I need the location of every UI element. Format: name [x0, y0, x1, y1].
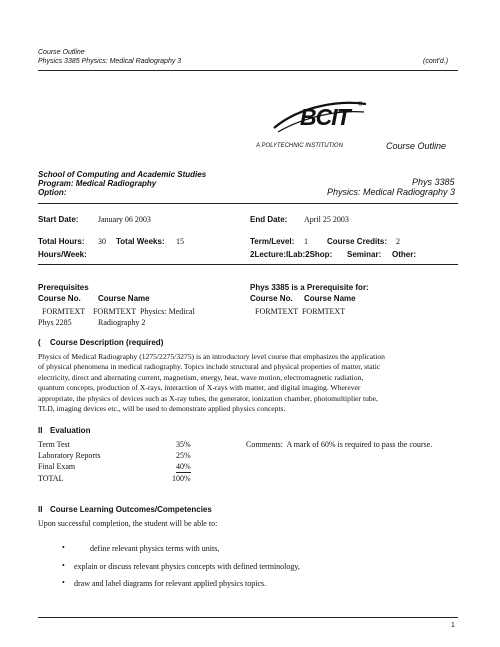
end-date-value: April 25 2003 — [304, 215, 349, 224]
page-number: 1 — [451, 622, 455, 629]
eval-item-value: 25% — [176, 451, 191, 460]
description-heading: Course Description (required) — [50, 338, 164, 347]
total-hours-value: 30 — [98, 237, 106, 246]
prereq-row-1: FORMTEXT FORMTEXT Physics: Medical — [42, 307, 195, 316]
outcome-item: draw and label diagrams for relevant applied physics topics. — [74, 579, 267, 588]
seminar-label: Seminar: — [347, 250, 382, 259]
evaluation-heading-marker: II — [38, 426, 43, 435]
start-date-label: Start Date: — [38, 215, 79, 224]
evaluation-heading: Evaluation — [50, 426, 91, 435]
prereq-col-no: Course No. — [38, 294, 81, 303]
description-line: quantum concepts, production of X-rays, interaction of X-rays with matter, and digital imaging. Wherever — [38, 383, 361, 393]
description-heading-marker: ( — [38, 338, 41, 347]
outcome-item: define relevant physics terms with units, — [90, 544, 220, 553]
evaluation-comment: Comments: A mark of 60% is required to pass the course. — [246, 440, 433, 449]
prereq-row-2-no: Phys 2285 — [38, 318, 72, 327]
term-level-value: 1 — [304, 237, 308, 246]
course-credits-value: 2 — [396, 237, 400, 246]
prereq-col-name: Course Name — [98, 294, 150, 303]
header-rule — [38, 70, 458, 71]
header-course-title: Physics 3385 Physics: Medical Radiography 3 — [38, 58, 182, 65]
course-code: Phys 3385 — [412, 177, 455, 187]
outcomes-heading-marker: II — [38, 505, 43, 514]
term-level-label: Term/Level: — [250, 237, 295, 246]
header-course-outline: Course Outline — [38, 49, 85, 56]
rule-1 — [38, 203, 458, 204]
program-name: Program: Medical Radiography — [38, 179, 157, 188]
prereq-for-row: FORMTEXT FORMTEXT — [255, 307, 346, 316]
prereq-row-2-name: Radiography 2 — [98, 318, 146, 327]
logo-reg: ® — [358, 102, 363, 108]
description-line: Physics of Medical Radiography (1275/2275/3275) is an introductory level course that emphasizes the application — [38, 352, 385, 361]
eval-item-name: Final Exam — [38, 462, 76, 471]
prereq-for-col-name: Course Name — [304, 294, 356, 303]
total-weeks-label: Total Weeks: — [116, 237, 165, 246]
outcomes-heading: Course Learning Outcomes/Competencies — [50, 505, 212, 514]
total-weeks-value: 15 — [176, 237, 184, 246]
prereq-for-heading: Phys 3385 is a Prerequisite for: — [250, 283, 369, 292]
description-line: of physical phenomena in medical radiography. Topics include structural and physical properties of matter, static — [38, 362, 381, 372]
eval-item-name: Term Test — [38, 440, 70, 449]
end-date-label: End Date: — [250, 215, 288, 224]
rule-2 — [38, 264, 458, 265]
eval-item-value: 100% — [172, 474, 191, 483]
logo-brand: BCIT — [300, 104, 350, 130]
course-name: Physics: Medical Radiography 3 — [327, 187, 456, 197]
description-line: TLD, imaging devices etc., will be used to demonstrate applied physics concepts. — [38, 404, 286, 414]
description-line: appropriate, the physics of devices such as X-ray tubes, the generator, ionization chamber, photomultiplier tube, — [38, 393, 378, 403]
footer-rule — [38, 617, 458, 618]
bullet-icon: • — [62, 578, 65, 587]
logo-title: Course Outline — [386, 141, 447, 151]
prereq-for-col-no: Course No. — [250, 294, 293, 303]
prereq-heading: Prerequisites — [38, 283, 89, 292]
course-credits-label: Course Credits: — [327, 237, 388, 246]
description-line: electricity, direct and alternating current, magnetism, energy, heat, wave motion, electromagnetic radiation, — [38, 372, 364, 382]
bcit-logo — [270, 96, 370, 138]
header-contd: (cont'd.) — [423, 58, 449, 65]
option-label: Option: — [38, 188, 67, 197]
eval-item-value: 40% — [176, 462, 191, 471]
outcome-item: explain or discuss relevant physics concepts with defined terminology, — [74, 562, 300, 571]
hours-week-label: Hours/Week: — [38, 250, 87, 259]
bullet-icon: • — [62, 561, 65, 570]
hours-week-value: 2Lecture:ILab:2Shop: — [250, 250, 333, 259]
outcomes-intro: Upon successful completion, the student will be able to: — [38, 519, 218, 528]
eval-item-name: Laboratory Reports — [38, 451, 101, 460]
other-label: Other: — [392, 250, 416, 259]
eval-item-value: 35% — [176, 440, 191, 449]
start-date-value: January 06 2003 — [98, 215, 151, 224]
description-body — [38, 352, 385, 414]
eval-item-name: TOTAL — [38, 474, 64, 483]
bullet-icon: • — [62, 543, 65, 552]
school-name: School of Computing and Academic Studies — [38, 170, 207, 179]
total-hours-label: Total Hours: — [38, 237, 85, 246]
logo-tagline: A POLYTECHNIC INSTITUTION — [256, 143, 343, 149]
